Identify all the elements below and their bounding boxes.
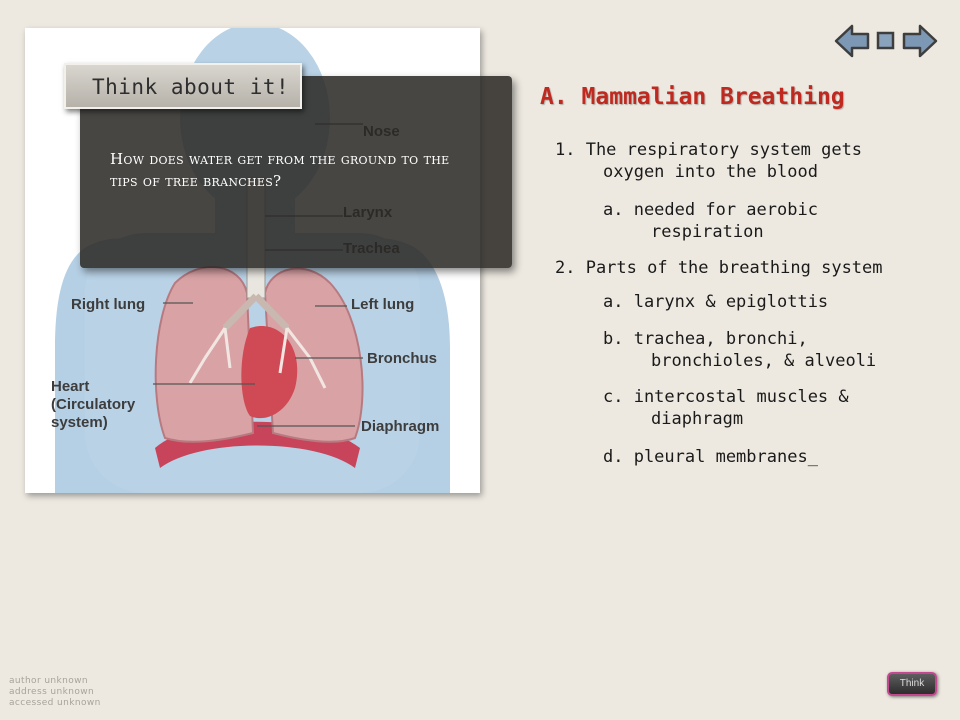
bullet-1a-text: a. needed for aerobic: [603, 200, 818, 220]
bullet-1: [555, 139, 862, 183]
bullet-2a: [603, 291, 828, 313]
bullet-2-text: 2. Parts of the breathing system: [555, 258, 883, 278]
arrow-left-icon[interactable]: [834, 22, 870, 60]
label-bronchus: Bronchus: [367, 350, 438, 367]
label-diaphragm: Diaphragm: [361, 418, 440, 435]
slide-navigation: [834, 22, 940, 62]
bullet-2b-cont: bronchioles, & alveoli: [651, 351, 877, 371]
label-right-lung: Right lung: [71, 296, 146, 313]
credit-accessed: accessed unknown: [9, 698, 101, 708]
bullet-2c: [603, 386, 849, 430]
think-about-it-tab: [64, 63, 302, 109]
credit-address: address unknown: [9, 687, 95, 697]
bullet-1a-cont: respiration: [651, 222, 764, 242]
bullet-2: [555, 257, 883, 279]
bullet-2d-text: d. pleural membranes_: [603, 447, 818, 467]
bullet-2d: [603, 446, 818, 468]
think-button[interactable]: Think: [887, 672, 937, 696]
bullet-2b: [603, 328, 876, 372]
think-about-it-title: Think about it!: [92, 75, 290, 99]
arrow-right-icon[interactable]: [902, 22, 938, 60]
slide-title: A. Mammalian Breathing: [540, 84, 845, 110]
credits: [9, 676, 101, 709]
bullet-2c-text: c. intercostal muscles &: [603, 387, 849, 407]
bullet-2b-text: b. trachea, bronchi,: [603, 329, 808, 349]
bullet-2c-cont: diaphragm: [651, 409, 744, 429]
think-question: How does water get from the ground to the tips of tree branches?: [110, 150, 450, 190]
square-icon[interactable]: [876, 31, 896, 51]
bullet-2a-text: a. larynx & epiglottis: [603, 292, 829, 312]
label-left-lung: Left lung: [351, 296, 415, 313]
label-heart-line3: system): [51, 414, 108, 431]
bullet-1-cont: oxygen into the blood: [603, 162, 818, 182]
label-heart-line2: (Circulatory: [51, 396, 136, 413]
label-heart: [51, 378, 135, 432]
bullet-1-text: 1. The respiratory system gets: [555, 140, 863, 160]
credit-author: author unknown: [9, 676, 89, 686]
bullet-1a: [603, 199, 818, 243]
label-heart-line1: Heart: [51, 378, 90, 395]
